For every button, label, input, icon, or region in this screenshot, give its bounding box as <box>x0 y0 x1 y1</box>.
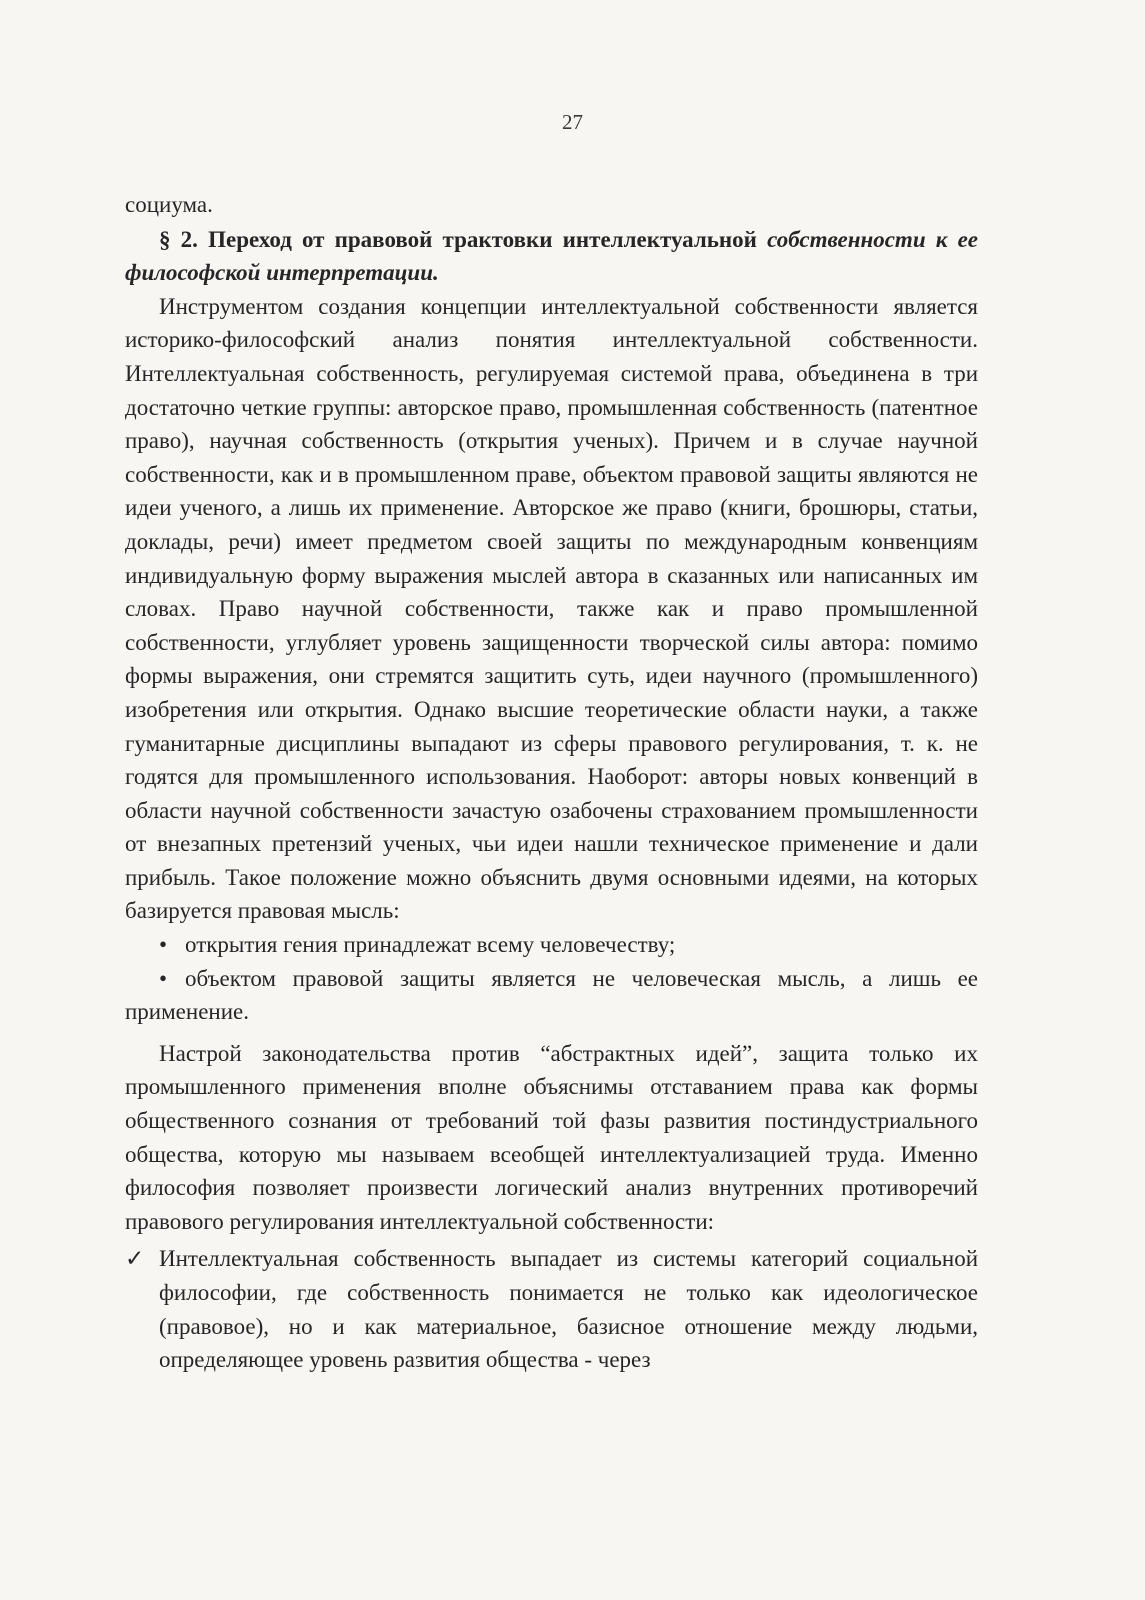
paragraph-continuation: социума. <box>125 192 213 217</box>
section-title-part-1: Переход от правовой трактовки интеллектуальной <box>208 226 768 252</box>
section-heading <box>125 223 978 290</box>
page-number: 27 <box>562 110 583 134</box>
bullet-icon: • <box>159 932 168 958</box>
check-list <box>125 1242 978 1376</box>
bullet-text: объектом правовой защиты является не человеческая мысль, а лишь ее применение. <box>125 965 978 1025</box>
check-text: Интеллектуальная собственность выпадает из системы категорий социальной философии, где собственность понимается не только как идеологическое (правовое), но и как материальное, базисное отношение между людьми, определяющее уровень развития общества - через <box>159 1246 978 1373</box>
section-title-part-2: собственности к ее философской интерпретации. <box>125 226 979 286</box>
bullet-icon: • <box>159 965 168 991</box>
paragraph-1: Инструментом создания концепции интеллектуальной собственности является историко-философский анализ понятия интеллектуальной собственности. Интеллектуальная собственность, регулируемая системой права, объединена в три достаточно четкие группы: авторское право, промышленная собственность (патентное право), научная собственность (открытия ученых). Причем и в случае научной собственности, как и в промышленном праве, объектом правовой защиты являются не идеи ученого, а лишь их применение. Авторское же право (книги, брошюры, статьи, доклады, речи) имеет предметом своей защиты по международным конвенциям индивидуальную форму выражения мыслей автора в сказанных или написанных им словах. Право научной собственности, также как и право промышленной собственности, углубляет уровень защищенности творческой силы автора: помимо формы выражения, они стремятся защитить суть, идеи научного (промышленного) изобретения или открытия. Однако высшие теоретические области науки, а также гуманитарные дисциплины выпадают из сферы правового регулирования, т. к. не годятся для промышленного использования. Наоборот: авторы новых конвенций в области научной собственности зачастую озабочены страхованием промышленности от внезапных претензий ученых, чьи идеи нашли техническое применение и дали прибыль. Такое положение можно объяснить двумя основными идеями, на которых базируется правовая мысль: <box>125 293 978 924</box>
paragraph-2: Настрой законодательства против “абстрактных идей”, защита только их промышленного применения вполне объяснимы отставанием права как формы общественного сознания от требований той фазы развития постиндустриального общества, которую мы называем всеобщей интеллектуализацией труда. Именно философия позволяет произвести логический анализ внутренних противоречий правового регулирования интеллектуальной собственности: <box>125 1040 978 1234</box>
bullet-item <box>125 928 978 962</box>
page-body <box>125 188 978 1377</box>
check-item <box>125 1242 978 1376</box>
section-number: § 2. <box>159 226 198 252</box>
checkmark-icon: ✓ <box>125 1246 145 1272</box>
bullet-item <box>125 962 978 1029</box>
bullet-text: открытия гения принадлежат всему человечеству; <box>185 932 676 958</box>
bullet-list <box>125 928 978 1029</box>
